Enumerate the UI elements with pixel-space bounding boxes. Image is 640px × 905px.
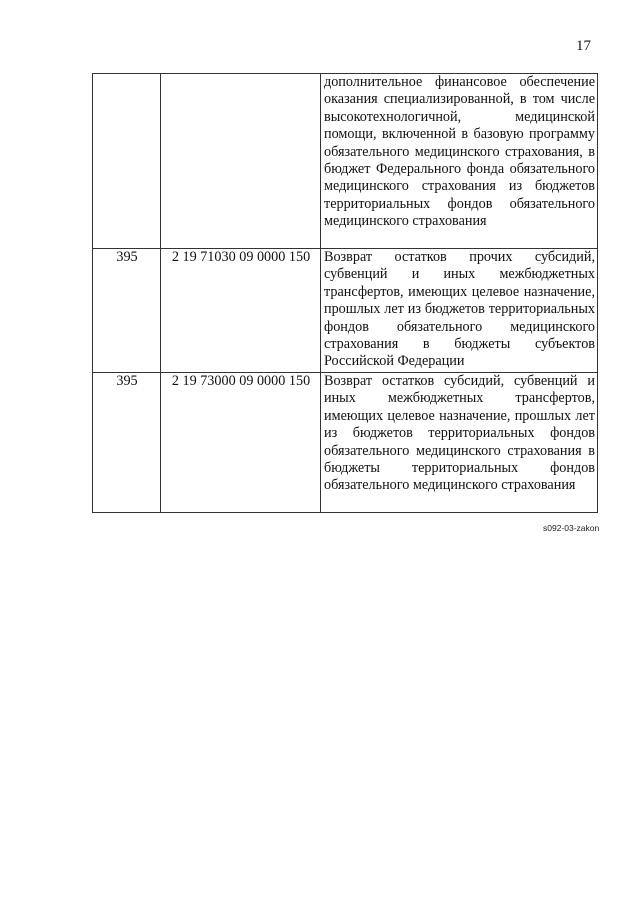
- budget-code-cell: 2 19 73000 09 0000 150: [161, 373, 321, 513]
- page-number: 17: [576, 38, 591, 54]
- admin-code-cell: [93, 74, 161, 249]
- document-footer-code: s092-03-zakon: [543, 523, 600, 533]
- table-row: [93, 249, 598, 373]
- description-cell: Возврат остатков субсидий, субвенций и иных межбюджетных трансфертов, имеющих целевое назначение, прошлых лет из бюджетов территориальных фондов обязательного медицинского страхования в бюджеты территориальных фондов обязательного медицинского страхования: [321, 373, 598, 513]
- table-row: [93, 74, 598, 249]
- table-row: [93, 373, 598, 513]
- admin-code-cell: 395: [93, 373, 161, 513]
- admin-code-cell: 395: [93, 249, 161, 373]
- budget-code-cell: 2 19 71030 09 0000 150: [161, 249, 321, 373]
- budget-code-cell: [161, 74, 321, 249]
- description-cell: Возврат остатков прочих субсидий, субвенций и иных межбюджетных трансфертов, имеющих целевое назначение, прошлых лет из бюджетов территориальных фондов обязательного медицинского страхования в бюджеты субъектов Российской Федерации: [321, 249, 598, 373]
- description-cell: дополнительное финансовое обеспечение оказания специализированной, в том числе высокотехнологичной, медицинской помощи, включенной в базовую программу обязательного медицинского страхования, в бюджет Федерального фонда обязательного медицинского страхования из бюджетов территориальных фондов обязательного медицинского страхования: [321, 74, 598, 249]
- budget-classification-table: [92, 73, 598, 513]
